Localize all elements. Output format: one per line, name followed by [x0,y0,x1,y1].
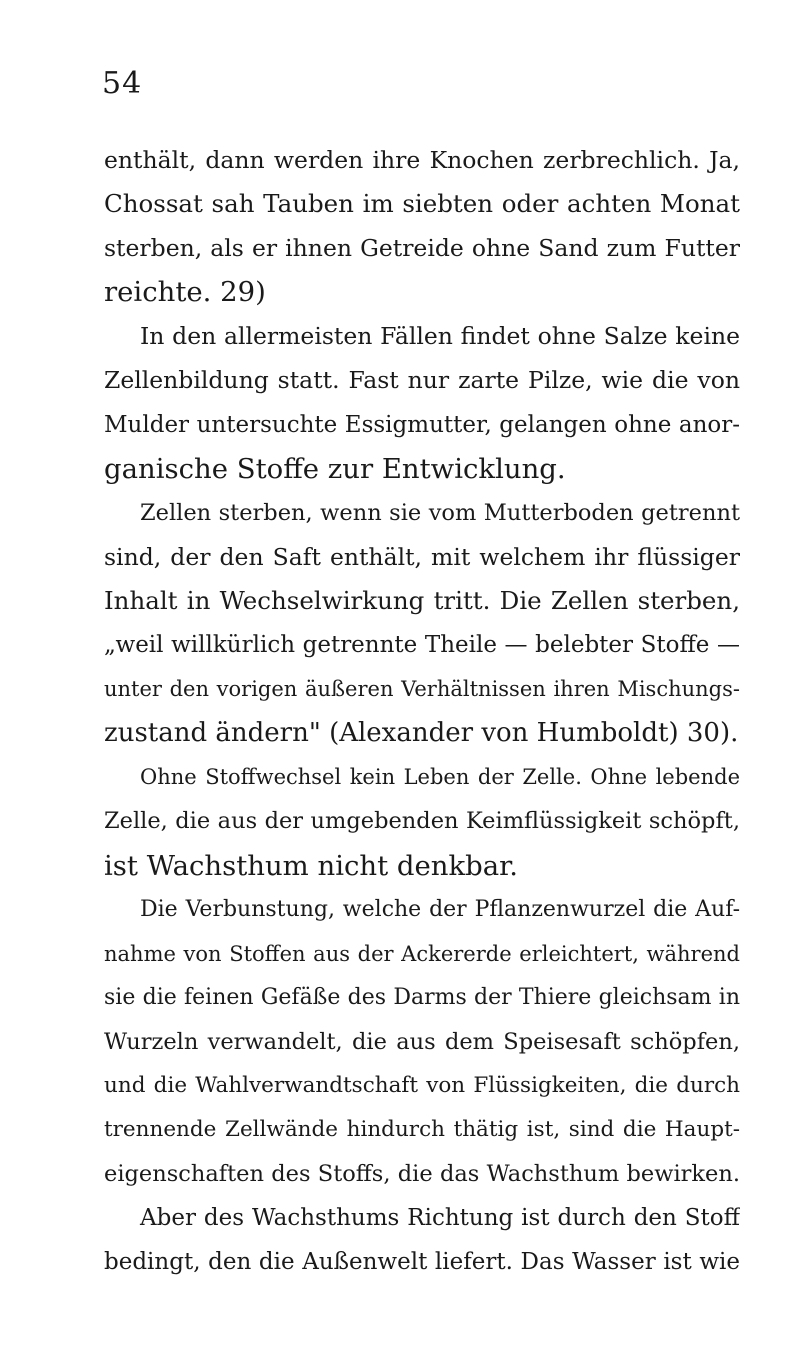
text-line: Zellen sterben, wenn sie vom Mutterboden getrennt [140,499,740,526]
text-line: Die Verbunstung, welche der Pflanzenwurzel die Auf- [140,896,740,922]
text-line: Mulder untersuchte Essigmutter, gelangen ohne anor- [104,411,740,438]
text-line: bedingt, den die Außenwelt liefert. Das Wasser ist wie [104,1249,740,1276]
text-line: ganische Stoffe zur Entwicklung. [104,452,566,485]
page-number: 54 [102,66,143,101]
text-line: Aber des Wachsthums Richtung ist durch den Stoff [140,1205,740,1232]
text-line: sie die feinen Gefäße des Darms der Thiere gleichsam in [104,984,740,1010]
text-line: In den allermeisten Fällen findet ohne Salze keine [140,322,740,351]
body-text [104,138,740,1284]
text-line: sind, der den Saft enthält, mit welchem ihr flüssiger [104,542,740,571]
text-line: „weil willkürlich getrennte Theile — belebter Stoffe — [104,632,740,659]
text-line: sterben, als er ihnen Getreide ohne Sand zum Futter [104,234,740,263]
text-line: Chossat sah Tauben im siebten oder achten Monat [104,189,740,219]
text-line: enthält, dann werden ihre Knochen zerbrechlich. Ja, [104,146,740,174]
text-line: Ohne Stoffwechsel kein Leben der Zelle. Ohne lebende [140,765,740,790]
text-line: eigenschaften des Stoffs, die das Wachsthum bewirken. [104,1161,740,1188]
text-line: trennende Zellwände hindurch thätig ist, sind die Haupt- [104,1117,740,1143]
text-line: Zelle, die aus der umgebenden Keimflüssigkeit schöpft, [104,808,740,835]
text-line: und die Wahlverwandtschaft von Flüssigkeiten, die durch [104,1072,740,1098]
text-line: zustand ändern" (Alexander von Humboldt) 30). [104,718,739,749]
text-line: nahme von Stoffen aus der Ackererde erleichtert, während [104,941,740,966]
text-line: reichte. 29) [104,276,266,309]
text-line: Inhalt in Wechselwirkung tritt. Die Zellen sterben, [104,585,740,615]
text-line: ist Wachsthum nicht denkbar. [104,849,519,882]
text-line: unter den vorigen äußeren Verhältnissen ihren Mischungs- [104,677,740,702]
text-line: Wurzeln verwandelt, die aus dem Speisesaft schöpfen, [104,1028,740,1055]
text-line: Zellenbildung statt. Fast nur zarte Pilze, wie die von [104,366,740,395]
